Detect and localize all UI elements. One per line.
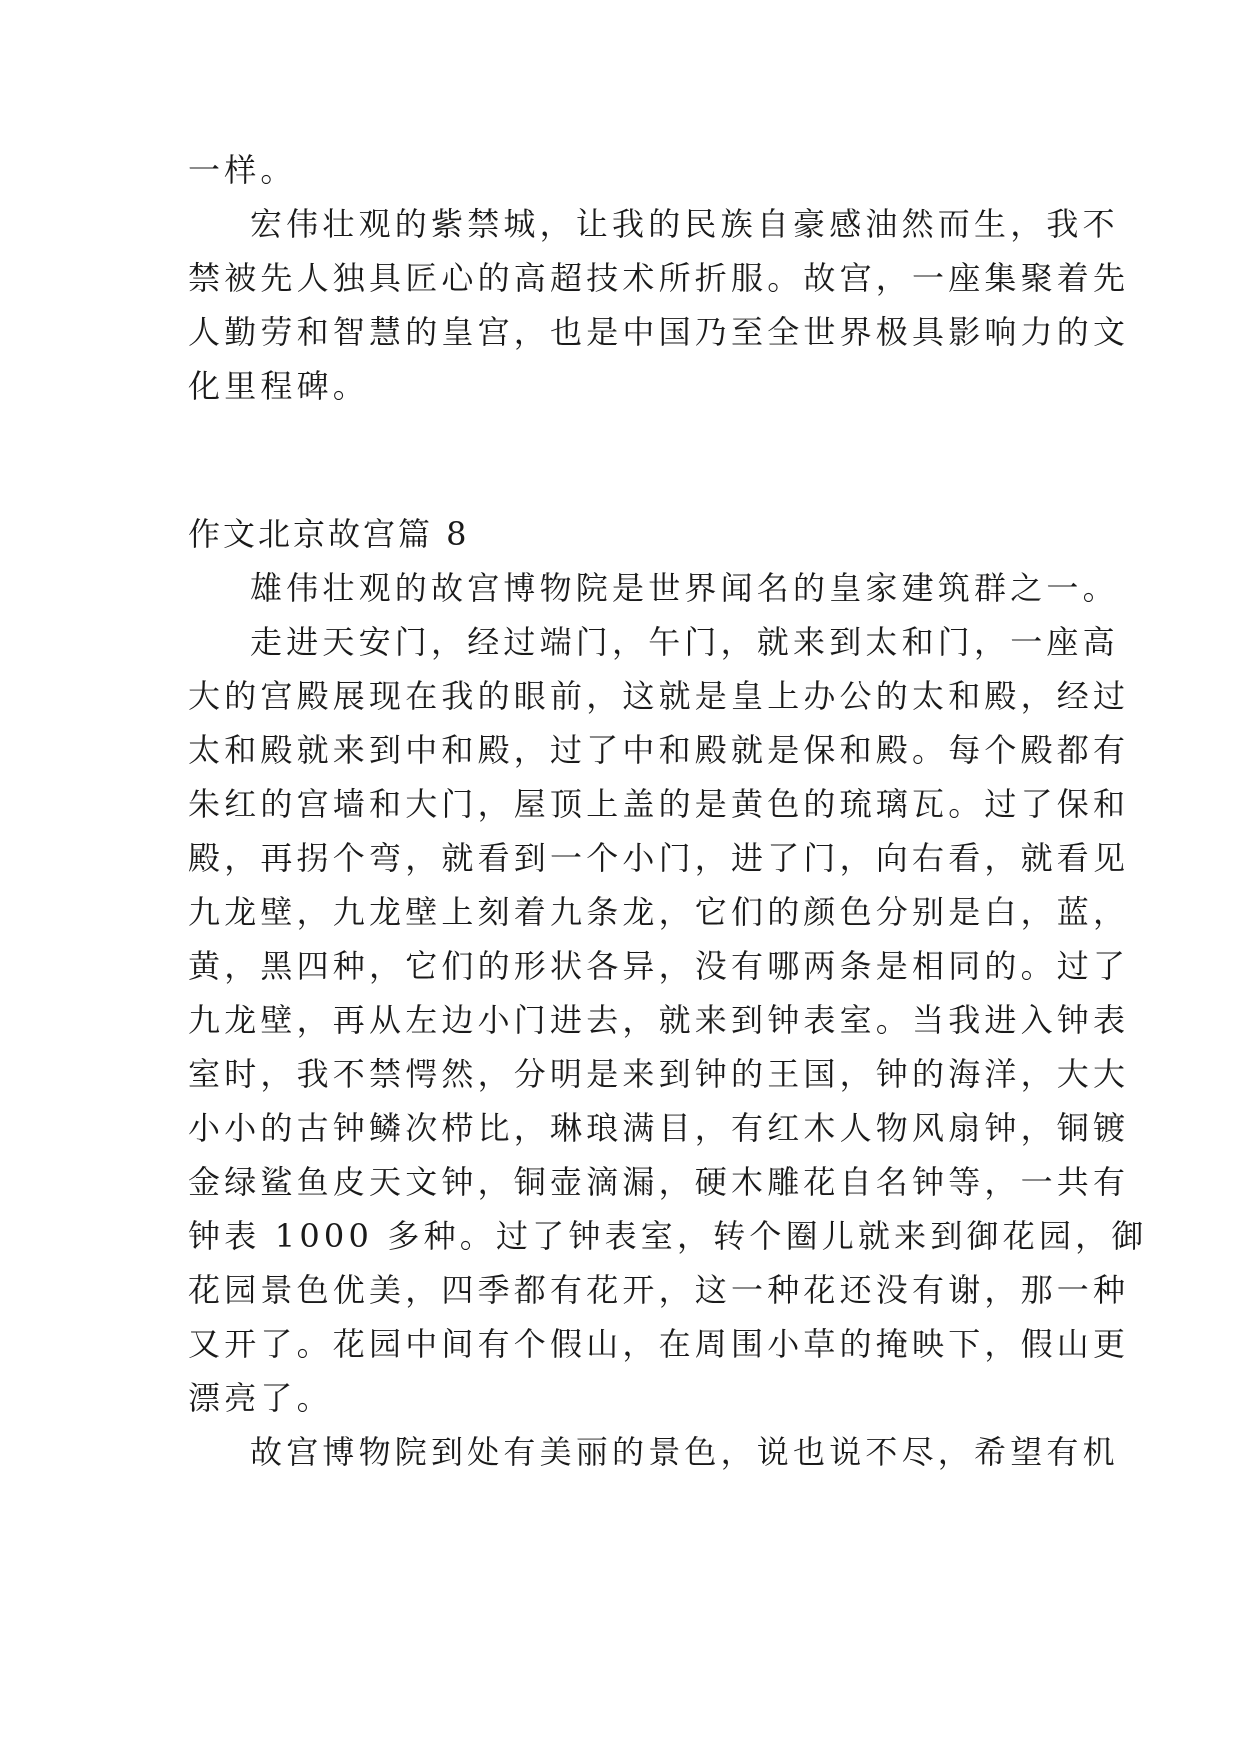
paragraph-line: 花园景色优美，四季都有花开，这一种花还没有谢，那一种: [188, 1271, 1130, 1309]
paragraph-line: 漂亮了。: [188, 1379, 333, 1417]
paragraph-line: 宏伟壮观的紫禁城，让我的民族自豪感油然而生，我不: [250, 205, 1119, 243]
paragraph-line: 朱红的宫墙和大门，屋顶上盖的是黄色的琉璃瓦。过了保和: [188, 785, 1130, 823]
paragraph-line: 禁被先人独具匠心的高超技术所折服。故宫，一座集聚着先: [188, 259, 1130, 297]
paragraph-line: 又开了。花园中间有个假山，在周围小草的掩映下，假山更: [188, 1325, 1130, 1363]
paragraph-line: 一样。: [188, 151, 297, 189]
paragraph-line: 钟表 1000 多种。过了钟表室，转个圈儿就来到御花园，御: [188, 1217, 1148, 1255]
paragraph-line: 九龙壁，再从左边小门进去，就来到钟表室。当我进入钟表: [188, 1001, 1130, 1039]
paragraph-line: 黄，黑四种，它们的形状各异，没有哪两条是相同的。过了: [188, 947, 1130, 985]
paragraph-line: 九龙壁，九龙壁上刻着九条龙，它们的颜色分别是白，蓝，: [188, 893, 1130, 931]
paragraph-line: 雄伟壮观的故宫博物院是世界闻名的皇家建筑群之一。: [250, 569, 1119, 607]
paragraph-line: 走进天安门，经过端门，午门，就来到太和门，一座高: [250, 623, 1119, 661]
paragraph-line: 大的宫殿展现在我的眼前，这就是皇上办公的太和殿，经过: [188, 677, 1130, 715]
paragraph-line: 殿，再拐个弯，就看到一个小门，进了门，向右看，就看见: [188, 839, 1130, 877]
paragraph-line: 小小的古钟鳞次栉比，琳琅满目，有红木人物风扇钟，铜镀: [188, 1109, 1130, 1147]
paragraph-line: 故宫博物院到处有美丽的景色，说也说不尽，希望有机: [250, 1433, 1119, 1471]
paragraph-line: 太和殿就来到中和殿，过了中和殿就是保和殿。每个殿都有: [188, 731, 1130, 769]
paragraph-line: 金绿鲨鱼皮天文钟，铜壶滴漏，硬木雕花自名钟等，一共有: [188, 1163, 1130, 1201]
section-heading: 作文北京故宫篇 8: [188, 515, 470, 553]
paragraph-line: 人勤劳和智慧的皇宫，也是中国乃至全世界极具影响力的文: [188, 313, 1130, 351]
paragraph-line: 化里程碑。: [188, 367, 370, 405]
paragraph-line: 室时，我不禁愕然，分明是来到钟的王国，钟的海洋，大大: [188, 1055, 1130, 1093]
